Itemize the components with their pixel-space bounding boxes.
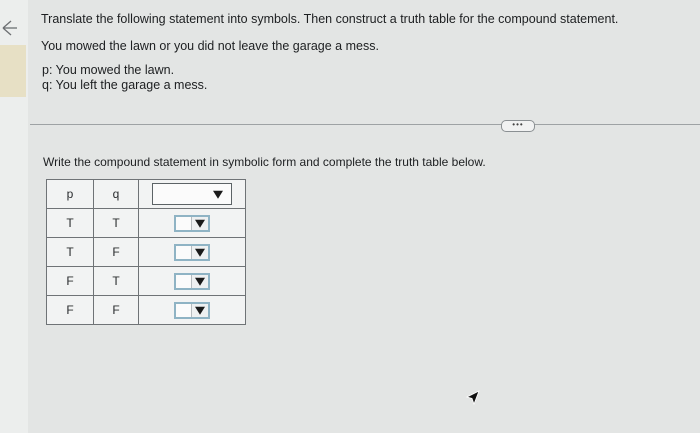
cell-q: T [94,209,139,238]
cell-q: T [94,267,139,296]
cell-p: T [47,209,94,238]
question-prompt: Translate the following statement into symbols. Then construct a truth table for the compound statement. [41,12,619,26]
p-definition: p: You mowed the lawn. [42,63,175,77]
cell-p: T [47,238,94,267]
q-definition: q: You left the garage a mess. [42,78,208,92]
truth-value-dropdown[interactable] [174,215,210,232]
table-row [47,296,246,325]
header-p: p [47,180,94,209]
caret-down-icon [195,278,205,286]
truth-value-dropdown[interactable] [174,244,210,261]
truth-value-dropdown[interactable] [174,273,210,290]
statement-symbol-dropdown[interactable] [152,183,232,205]
cell-result [139,209,246,238]
truth-value-dropdown[interactable] [174,302,210,319]
mouse-pointer-icon [466,390,480,406]
statement-text: You mowed the lawn or you did not leave the garage a mess. [41,39,379,53]
caret-down-icon [195,220,205,228]
caret-down-icon [195,307,205,315]
table-row [47,267,246,296]
caret-down-icon [195,249,205,257]
cell-p: F [47,267,94,296]
table-header-row [47,180,246,209]
cell-result [139,238,246,267]
table-row [47,209,246,238]
cell-q: F [94,296,139,325]
caret-down-icon [213,191,223,199]
section-divider [30,124,700,125]
more-button[interactable]: ••• [501,120,535,132]
instruction-text: Write the compound statement in symbolic form and complete the truth table below. [43,155,486,169]
cell-p: F [47,296,94,325]
truth-table [46,179,246,325]
header-statement-cell [139,180,246,209]
cell-q: F [94,238,139,267]
cell-result [139,267,246,296]
table-row [47,238,246,267]
cell-result [139,296,246,325]
header-q: q [94,180,139,209]
